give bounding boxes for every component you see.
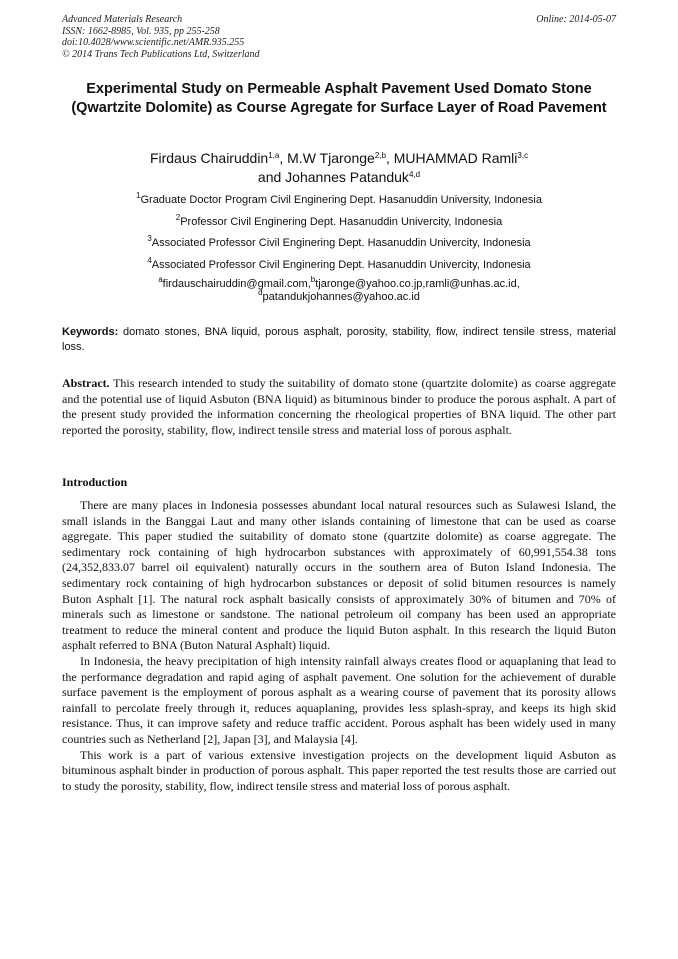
email-address: patandukjohannes@yahoo.ac.id [262,291,420,303]
affiliation-text: Associated Professor Civil Enginering Dept. Hasanuddin Univercity, Indonesia [151,237,531,249]
affiliation-number: 3 [147,234,152,243]
affiliation-number: 1 [136,191,141,200]
author-affiliation-mark: 1,a [268,151,280,160]
affiliation-item [62,234,616,256]
affiliation-text: Professor Civil Enginering Dept. Hasanuddin Univercity, Indonesia [180,215,503,228]
author-name: Johannes Patanduk [285,169,409,185]
copyright-line: © 2014 Trans Tech Publications Ltd, Switzerland [62,48,260,60]
author-separator: and [257,169,286,185]
doi-line: doi:10.4028/www.scientific.net/AMR.935.255 [62,37,245,48]
affiliation-number: 2 [175,212,181,222]
body-paragraph: This work is a part of various extensive investigation projects on the development liquid Asbuton as bituminous asphalt binder in production of porous asphalt. This paper reported the test results those are carried out to study the porosity, stability, flow, indirect tensile stress and material loss of porous asphalt. [62,747,616,793]
email-line-2 [62,288,616,304]
introduction-heading: Introduction [62,475,128,489]
author-separator: , [279,150,288,166]
issn-line: ISSN: 1662-8985, Vol. 935, pp 255-258 [62,25,220,37]
keywords-section [62,325,616,355]
affiliation-number: 4 [147,255,152,265]
abstract-text: This research intended to study the suitability of domato stone (quartzite dolomite) as coarse aggregate and the potential use of liquid Asbuton (BNA liquid) as bituminous binder to produce the porous asphalt. A part of the present study provided the information concerning the rheological properties of BNA liquid. The other part reported the porosity, stability, flow, indirect tensile stress and material loss of porous asphalt. [62,376,616,437]
introduction-body [62,498,616,794]
email-line-1 [62,275,616,291]
affiliation-item [62,256,616,278]
keywords-text: domato stones, BNA liquid, porous asphalt, porosity, stability, flow, indirect tensile stress, material loss. [62,326,616,353]
author-line-2 [62,168,616,187]
author-line-1 [62,149,616,168]
author-name: Firdaus Chairuddin [149,150,269,166]
running-header [62,14,616,60]
affiliation-item [62,213,616,235]
journal-name: Advanced Materials Research [62,14,183,25]
email-mark: d [258,288,263,297]
email-mark: b [310,275,316,284]
journal-info [62,14,616,60]
author-name: M.W Tjaronge [287,150,375,166]
online-date: Online: 2014-05-07 [536,14,616,25]
email-address: firdauschairuddin@gmail.com, [162,278,311,290]
keywords-label: Keywords: [62,326,119,338]
affiliation-text: Graduate Doctor Program Civil Enginering Dept. Hasanuddin University, Indonesia [140,194,542,206]
body-paragraph: In Indonesia, the heavy precipitation of high intensity rainfall always creates flood or aquaplaning that lead to the performance degradation and rapid aging of asphalt pavement. One solution for the achievement of durable surface pavement is the employment of porous asphalt as a wearing course of pavement that its porosity allows rainfall to percolate freely through it, reduces aquaplaning, provides less splash-spray, and keeps its high skid resistance. Thus, it can improve safety and reduce traffic accident. Porous asphalt has been widely used in many countries such as Netherland [2], Japan [3], and Malaysia [4]. [62,653,616,746]
abstract-label: Abstract. [62,376,110,390]
affiliation-list [62,191,616,277]
body-paragraph: There are many places in Indonesia possesses abundant local natural resources such as Sulawesi Island, the small islands in the Banggai Laut and many other islands containing of limestone that can be used as coarse aggregate. This paper studied the suitability of domato stone (quartzite dolomite) as coarse aggregate. The sedimentary rock containing of high hydrocarbon substances with approximately of 60,991,554.38 tons (24,352,833.07 barrel oil equivalent) naturally occurs in the southern area of Buton Island Indonesia. The sedimentary rock containing of high hydrocarbon substances or deposit of solid bitumen resources is namely Buton Asphalt [1]. The natural rock asphalt basically consists of approximately 30% of bitumen and 70% of minerals such as limestone or sandstone. The national petroleum oil company has been used an appropriate treatment to reduce the mineral content and produce the liquid Buton asphalt. In this research the liquid Buton asphalt referred to BNA (Buton Natural Asphalt) liquid. [62,498,616,653]
abstract-section [62,376,616,438]
email-list [62,275,616,304]
author-affiliation-mark: 2,b [374,151,386,160]
email-mark: a [158,275,163,284]
author-name: MUHAMMAD Ramli [393,150,518,166]
author-affiliation-mark: 4,d [408,170,421,179]
paper-title: Experimental Study on Permeable Asphalt Pavement Used Domato Stone (Qwartzite Dolomite) as Course Agregate for Surface Layer of Road Pavement [71,81,607,116]
author-list [62,149,616,187]
affiliation-text: Associated Professor Civil Enginering Dept. Hasanuddin Univercity, Indonesia [151,258,531,271]
email-address: tjaronge@yahoo.co.jp,ramli@unhas.ac.id, [315,278,520,290]
author-affiliation-mark: 3,c [517,151,529,160]
affiliation-item [62,191,616,213]
author-separator: , [385,150,394,166]
